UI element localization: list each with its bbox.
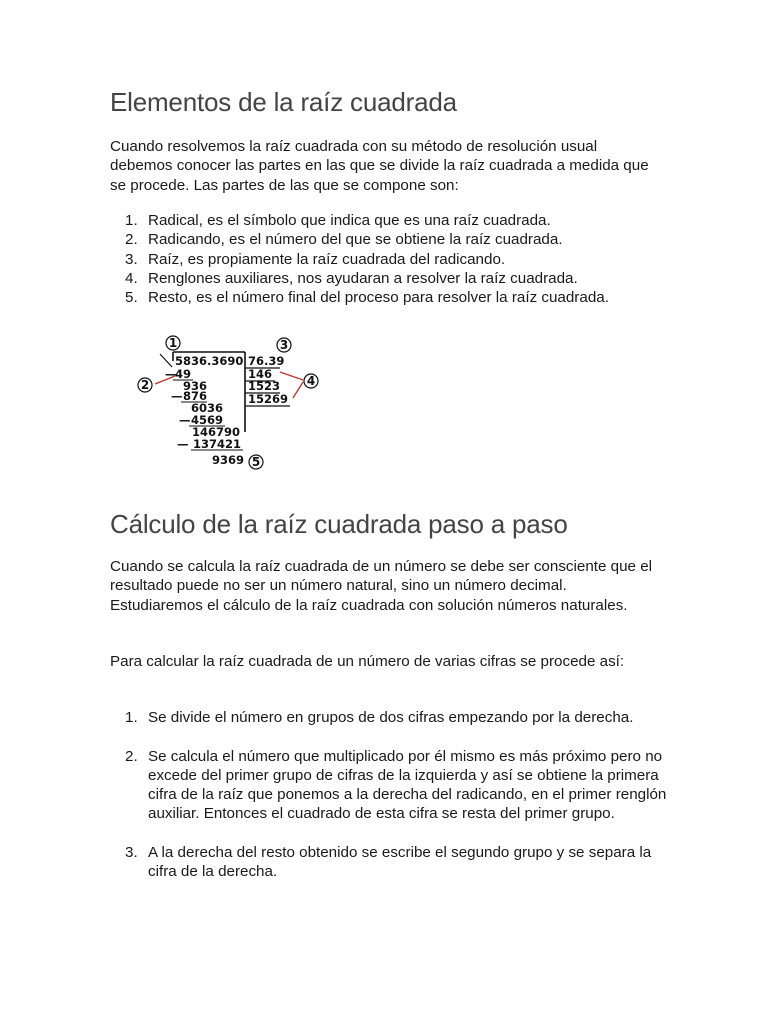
step-value: 6036: [191, 401, 224, 415]
step-value: 4569: [191, 413, 224, 427]
minus-sign: —: [179, 413, 191, 427]
list-item: [110, 843, 670, 882]
minus-sign: —: [177, 437, 189, 451]
marker-5: 5: [251, 455, 261, 469]
step-value: 146790: [192, 425, 241, 439]
list-number: 1.: [125, 212, 138, 229]
list-item-text: Resto, es el número final del proceso para resolver la raíz cuadrada.: [148, 289, 609, 307]
list-item-text: Raíz, es propiamente la raíz cuadrada del radicando.: [148, 250, 506, 268]
list-number: 4.: [125, 269, 138, 287]
parts-list: [110, 211, 670, 307]
marker-1: 1: [168, 336, 178, 350]
list-item: [110, 708, 670, 727]
list-number: 2.: [125, 747, 138, 765]
list-number: 1.: [125, 709, 138, 726]
radicand: 5836.3690: [175, 354, 244, 368]
list-item-text: Se divide el número en grupos de dos cifras empezando por la derecha.: [148, 709, 634, 726]
section-title-elementos: Elementos de la raíz cuadrada: [110, 87, 457, 117]
list-item: [110, 747, 670, 824]
list-number: 3.: [125, 250, 138, 268]
list-item: [110, 230, 670, 249]
list-item-text: Radical, es el símbolo que indica que es una raíz cuadrada.: [148, 212, 551, 229]
section2-intro: Cuando se calcula la raíz cuadrada de un número se debe ser consciente que el resultado puede no ser un número natural, sino un número decimal. Estudiaremos el cálculo de la raíz cuadrada con solución números naturales.: [110, 558, 653, 614]
step-value: 9369: [212, 453, 245, 467]
marker-4: 4: [306, 374, 316, 388]
section1-intro: Cuando resolvemos la raíz cuadrada con su método de resolución usual debemos conocer las partes en las que se divide la raíz cuadrada a medida que se procede. Las partes de las que se compone son:: [110, 138, 649, 194]
aux-row: 146: [248, 367, 273, 381]
list-number: 3.: [125, 844, 138, 862]
list-item: [110, 269, 670, 288]
minus-sign: —: [171, 389, 183, 403]
arrow-4a: [280, 372, 303, 380]
step-value: 49: [175, 367, 192, 381]
step-value: 137421: [193, 437, 242, 451]
list-number: 5.: [125, 289, 138, 307]
marker-3: 3: [279, 338, 289, 352]
pointer-line: [160, 354, 172, 367]
list-number: 2.: [125, 231, 138, 249]
step-value: 876: [183, 389, 208, 403]
arrow-4b: [293, 382, 303, 398]
minus-sign: —: [165, 367, 177, 381]
list-item-text: Se calcula el número que multiplicado por él mismo es más próximo pero no excede del primer grupo de cifras de la izquierda y así se obtiene la primera cifra de la raíz que ponemos a la derecha del radicando, en el primer renglón auxiliar. Entonces el cuadrado de esta cifra se resta del primer grupo.: [148, 747, 667, 823]
steps-list: [110, 708, 670, 901]
square-root-diagram: [135, 334, 335, 474]
list-item-text: Radicando, es el número del que se obtiene la raíz cuadrada.: [148, 231, 563, 249]
list-item-text: Renglones auxiliares, nos ayudaran a resolver la raíz cuadrada.: [148, 269, 578, 287]
aux-row: 15269: [248, 392, 289, 406]
list-item: [110, 250, 670, 269]
step-value: 936: [183, 379, 208, 393]
list-item: [110, 211, 670, 230]
marker-2: 2: [140, 378, 150, 392]
section-title-calculo: Cálculo de la raíz cuadrada paso a paso: [110, 509, 568, 539]
list-item: [110, 288, 670, 307]
list-item-text: A la derecha del resto obtenido se escribe el segundo grupo y se separa la cifra de la derecha.: [148, 844, 652, 881]
aux-row: 1523: [248, 379, 281, 393]
section2-intro-2: Para calcular la raíz cuadrada de un número de varias cifras se procede así:: [110, 653, 625, 670]
root-value: 76.39: [248, 354, 285, 368]
